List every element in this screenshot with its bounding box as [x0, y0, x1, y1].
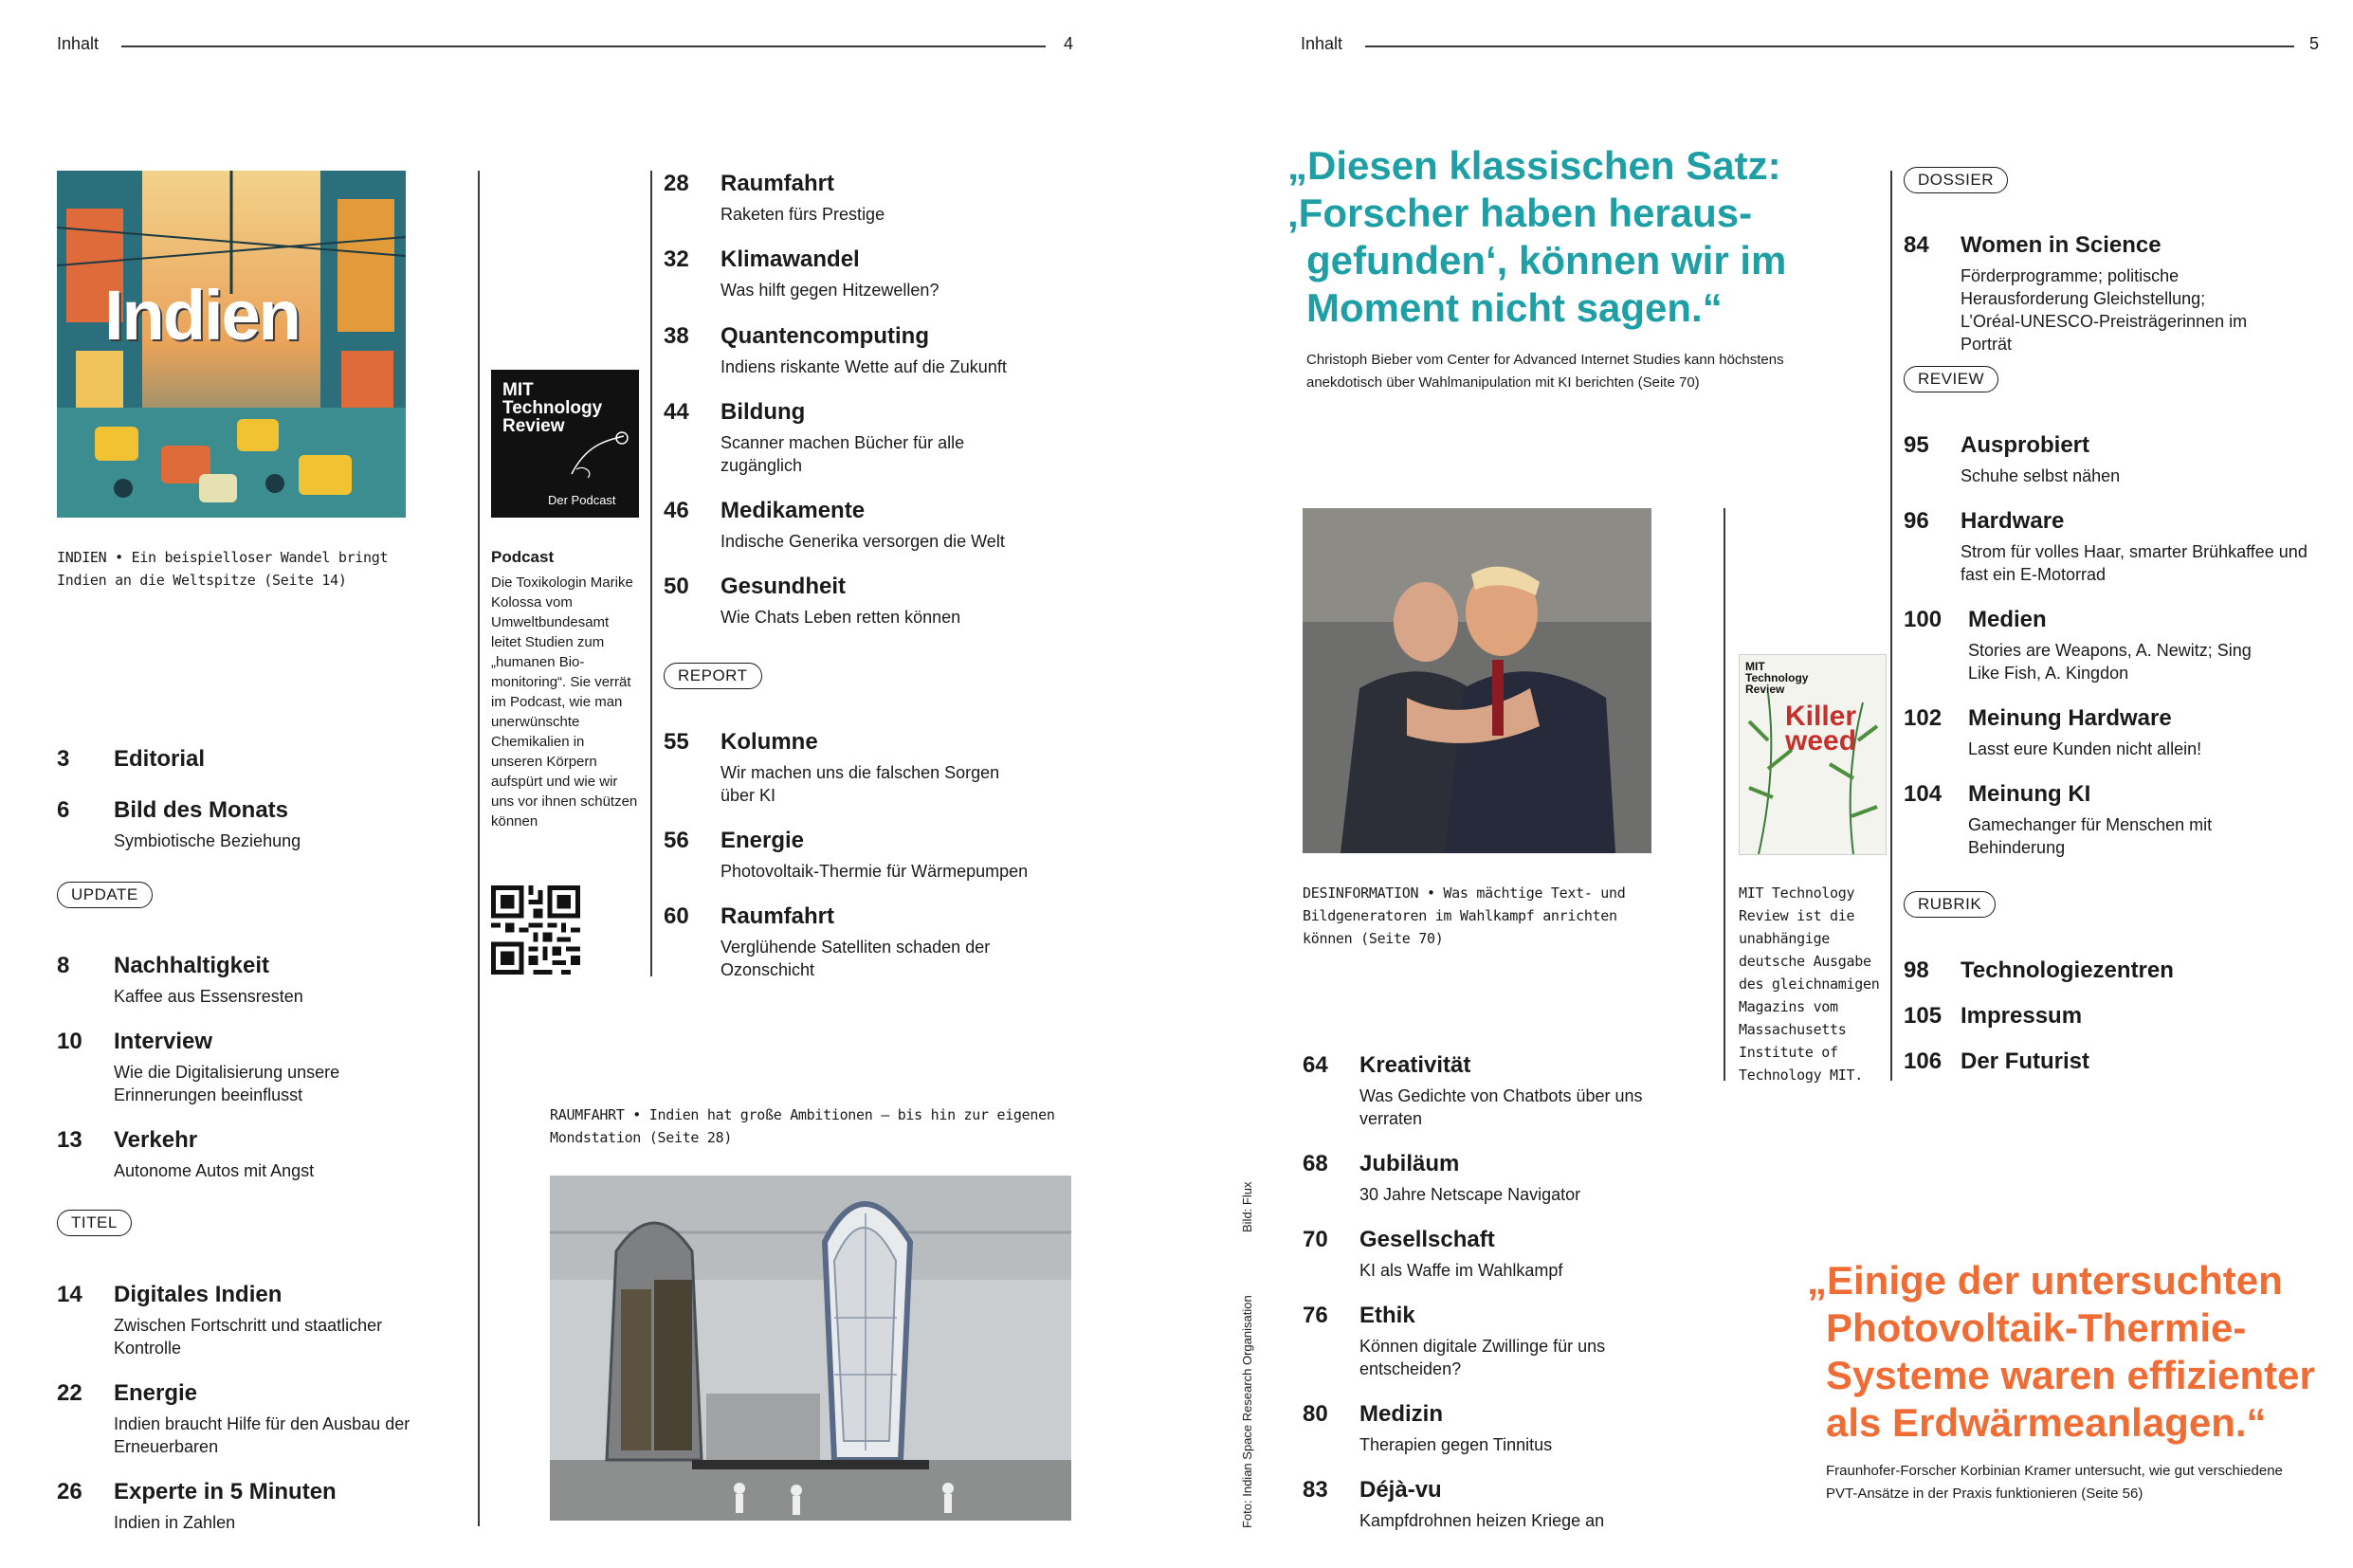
- cover-caption: INDIEN • Ein beispielloser Wandel bringt Indien an die Weltspitze (Seite 14): [57, 549, 389, 589]
- toc-title: Jubiläum: [1359, 1151, 1460, 1176]
- toc-page-number: 10: [57, 1029, 82, 1054]
- toc-subtitle: Scanner machen Bücher für alle zugänglich: [720, 433, 965, 475]
- running-head-right: Inhalt: [1301, 34, 1343, 53]
- running-head-left: Inhalt: [57, 34, 100, 53]
- pull-quote-bottom-line: „Einige der untersuchten: [1807, 1258, 2283, 1303]
- toc-title: Medizin: [1359, 1401, 1443, 1427]
- pull-quote-bottom-line: als Erdwärmeanlagen.“: [1826, 1400, 2267, 1445]
- toc-subtitle: Symbiotische Beziehung: [114, 831, 301, 850]
- page-number-left: 4: [1064, 34, 1074, 53]
- column-divider: [1724, 508, 1725, 1081]
- toc-title: Der Futurist: [1961, 1048, 2090, 1074]
- toc-subtitle: Verglühende Satelliten schaden der Ozonschicht: [720, 938, 991, 979]
- toc-page-number: 46: [664, 498, 689, 523]
- rocket-fairing-image: [550, 1176, 1071, 1521]
- toc-page-number: 38: [664, 323, 689, 349]
- toc-page-number: 76: [1303, 1303, 1328, 1328]
- toc-page-number: 26: [57, 1479, 82, 1504]
- toc-subtitle: Zwischen Fortschritt und staatlicher Kontrolle: [114, 1316, 383, 1358]
- qr-code[interactable]: [491, 885, 580, 975]
- toc-subtitle: Autonome Autos mit Angst: [114, 1161, 315, 1180]
- toc-title: Bildung: [720, 399, 806, 425]
- toc-title: Quantencomputing: [720, 323, 929, 349]
- toc-title: Medien: [1968, 607, 2047, 632]
- toc-subtitle: Wie Chats Leben retten können: [720, 608, 961, 627]
- rocket-photo[interactable]: [550, 1176, 1071, 1521]
- toc-title: Verkehr: [114, 1127, 198, 1153]
- column-divider: [478, 171, 480, 1526]
- toc-title: Gesellschaft: [1359, 1227, 1495, 1252]
- toc-subtitle: Was hilft gegen Hitzewellen?: [720, 281, 939, 300]
- section-tag-update: UPDATE: [57, 882, 153, 908]
- toc-title: Raumfahrt: [720, 903, 835, 929]
- toc-page-number: 100: [1904, 607, 1943, 632]
- photo-caption: DESINFORMATION • Was mächtige Text- und Bildgeneratoren im Wahlkampf anrichten können (Seite 70): [1303, 884, 1626, 947]
- toc-subtitle: Indien braucht Hilfe für den Ausbau der Erneuerbaren: [114, 1414, 410, 1456]
- toc-title: Kolumne: [720, 729, 818, 755]
- toc-title: Editorial: [114, 746, 206, 772]
- podcast-heading: Podcast: [491, 548, 555, 566]
- toc-subtitle: Förderprogramme; politische Herausforderung Gleichstellung; L’Oréal-UNESCO-Preisträgerinnen im Porträt: [1961, 266, 2248, 354]
- toc-title: Digitales Indien: [114, 1282, 283, 1307]
- pull-quote-bottom-line: Systeme waren effizienter: [1826, 1353, 2315, 1397]
- column-divider: [650, 171, 652, 976]
- toc-page-number: 64: [1303, 1052, 1328, 1078]
- toc-page-number: 6: [57, 797, 70, 823]
- toc-page-number: 80: [1303, 1401, 1328, 1427]
- pull-quote-top: [1287, 142, 1875, 332]
- toc-title: Energie: [720, 828, 805, 853]
- toc-subtitle: Lasst eure Kunden nicht allein!: [1968, 739, 2202, 758]
- rocket-caption: RAUMFAHRT • Indien hat große Ambitionen – bis hin zur eigenen Mondstation (Seite 28): [550, 1106, 1055, 1146]
- toc-subtitle: 30 Jahre Netscape Navigator: [1359, 1185, 1581, 1204]
- toc-page-number: 22: [57, 1380, 82, 1406]
- toc-title: Energie: [114, 1380, 198, 1406]
- pull-quote-top-line: ‚Forscher haben heraus-: [1287, 191, 1753, 235]
- section-tag-dossier: DOSSIER: [1904, 167, 2008, 193]
- toc-title: Raumfahrt: [720, 171, 835, 196]
- page-number-right: 5: [2309, 34, 2320, 53]
- toc-subtitle: Stories are Weapons, A. Newitz; Sing Like Fish, A. Kingdon: [1968, 641, 2252, 683]
- magazine-cover[interactable]: [1739, 654, 1887, 855]
- toc-page-number: 28: [664, 171, 689, 196]
- toc-subtitle: Wir machen uns die falschen Sorgen über KI: [720, 763, 1000, 805]
- toc-subtitle: Indische Generika versorgen die Welt: [720, 532, 1005, 551]
- embrace-image: [1303, 508, 1651, 853]
- toc-page-number: 60: [664, 903, 689, 929]
- podcast-body: Die Toxikologin Marike Kolossa vom Umweltbundesamt leitet Studien zum „humanen Bio-monitoring“. Sie verrät im Podcast, wie man unerwünschte Chemikalien in unseren Körpern aufspürt und wie wir uns vor ihnen schützen können: [491, 574, 638, 830]
- toc-title: Hardware: [1961, 508, 2065, 534]
- toc-title: Bild des Monats: [114, 797, 289, 823]
- toc-page-number: 102: [1904, 705, 1943, 731]
- header-rule-left: [121, 46, 1046, 47]
- magazine-cover-logo: MIT Technology Review: [1745, 660, 1809, 696]
- pull-quote-bottom-line: Photovoltaik-Thermie-: [1826, 1305, 2247, 1350]
- header-rule-right: [1365, 46, 2294, 47]
- toc-page-number: 106: [1904, 1048, 1943, 1074]
- toc-title: Experte in 5 Minuten: [114, 1479, 337, 1504]
- pull-quote-top-line: gefunden‘, können wir im: [1306, 238, 1787, 283]
- toc-title: Technologiezentren: [1961, 957, 2174, 983]
- toc-page-number: 56: [664, 828, 689, 853]
- toc-title: Interview: [114, 1029, 213, 1054]
- podcast-logo-text: MIT Technology Review: [502, 380, 603, 436]
- section-tag-review: REVIEW: [1904, 366, 1998, 392]
- toc-page-number: 32: [664, 246, 689, 272]
- toc-title: Medikamente: [720, 498, 866, 523]
- column-divider: [1890, 171, 1892, 1081]
- cover-title-art: Indien: [104, 276, 300, 355]
- toc-page-number: 8: [57, 953, 70, 978]
- toc-page-number: 55: [664, 729, 689, 755]
- section-tag-rubrik: RUBRIK: [1904, 891, 1996, 918]
- toc-title: Kreativität: [1359, 1052, 1471, 1078]
- toc-subtitle: Therapien gegen Tinnitus: [1359, 1435, 1553, 1454]
- toc-page-number: 70: [1303, 1227, 1328, 1252]
- toc-title: Women in Science: [1961, 232, 2161, 258]
- toc-page-number: 84: [1904, 232, 1929, 258]
- toc-subtitle: Indiens riskante Wette auf die Zukunft: [720, 357, 1007, 376]
- toc-page-number: 96: [1904, 508, 1929, 534]
- toc-page-number: 50: [664, 574, 689, 599]
- toc-page-number: 68: [1303, 1151, 1328, 1176]
- toc-title: Impressum: [1961, 1003, 2083, 1029]
- podcast-logo[interactable]: [491, 370, 639, 518]
- toc-title: Meinung Hardware: [1968, 705, 2172, 731]
- desinformation-photo[interactable]: [1303, 508, 1651, 853]
- toc-title: Gesundheit: [720, 574, 847, 599]
- toc-subtitle: Kampfdrohnen heizen Kriege an: [1359, 1511, 1605, 1530]
- india-cover-illustration[interactable]: [57, 171, 406, 518]
- qr-code-icon: [491, 885, 580, 975]
- toc-page-number: 98: [1904, 957, 1929, 983]
- toc-subtitle: Indien in Zahlen: [114, 1513, 236, 1532]
- toc-subtitle: Gamechanger für Menschen mit Behinderung: [1968, 815, 2213, 857]
- pull-quote-top-source: Christoph Bieber vom Center for Advanced Internet Studies kann höchstens anekdotisch über Wahlmanipulation mit KI berichten (Seite 70): [1306, 352, 1784, 391]
- section-tag-report: REPORT: [664, 663, 762, 689]
- photo-credit: Bild: Flux: [1240, 1181, 1254, 1232]
- toc-subtitle: Raketen fürs Prestige: [720, 205, 885, 224]
- pull-quote-top-line: „Diesen klassischen Satz:: [1287, 143, 1781, 188]
- toc-page-number: 13: [57, 1127, 82, 1153]
- toc-page-number: 3: [57, 746, 70, 772]
- pull-quote-bottom: [1807, 1257, 2338, 1447]
- pull-quote-bottom-source: Fraunhofer-Forscher Korbinian Kramer untersucht, wie gut verschiedene PVT-Ansätze in der Praxis funktionieren (Seite 56): [1826, 1463, 2283, 1502]
- toc-title: Déjà-vu: [1359, 1477, 1442, 1503]
- pull-quote-top-line: Moment nicht sagen.“: [1306, 285, 1723, 330]
- rocket-credit: Foto: Indian Space Research Organisation: [1240, 1295, 1254, 1528]
- toc-subtitle: Schuhe selbst nähen: [1961, 466, 2121, 485]
- toc-title: Ausprobiert: [1961, 432, 2090, 458]
- toc-title: Meinung KI: [1968, 781, 2091, 807]
- section-tag-titel: TITEL: [57, 1210, 132, 1236]
- magazine-cover-title: Killer weed: [1785, 701, 1857, 757]
- toc-page-number: 83: [1303, 1477, 1328, 1503]
- toc-subtitle: Photovoltaik-Thermie für Wärmepumpen: [720, 862, 1029, 881]
- podcast-logo-sub: Der Podcast: [548, 493, 616, 507]
- toc-title: Klimawandel: [720, 246, 860, 272]
- toc-page-number: 105: [1904, 1003, 1943, 1029]
- toc-page-number: 104: [1904, 781, 1943, 807]
- toc-subtitle: Kaffee aus Essensresten: [114, 987, 303, 1006]
- magazine-caption: MIT Technology Review ist die unabhängige deutsche Ausgabe des gleichnamigen Magazins vom Massachusetts Institute of Technology MIT.: [1739, 884, 1880, 1084]
- toc-page-number: 95: [1904, 432, 1929, 458]
- toc-page-number: 14: [57, 1282, 82, 1307]
- toc-subtitle: Können digitale Zwillinge für uns entscheiden?: [1359, 1337, 1606, 1378]
- toc-title: Nachhaltigkeit: [114, 953, 270, 978]
- toc-title: Ethik: [1359, 1303, 1415, 1328]
- toc-page-number: 44: [664, 399, 689, 425]
- toc-subtitle: KI als Waffe im Wahlkampf: [1359, 1261, 1563, 1280]
- toc-subtitle: Strom für volles Haar, smarter Brühkaffee und fast ein E-Motorrad: [1961, 542, 2307, 584]
- rocket-doodle-icon: [567, 427, 633, 483]
- toc-subtitle: Wie die Digitalisierung unsere Erinnerungen beeinflusst: [114, 1063, 340, 1104]
- toc-subtitle: Was Gedichte von Chatbots über uns verraten: [1359, 1086, 1643, 1128]
